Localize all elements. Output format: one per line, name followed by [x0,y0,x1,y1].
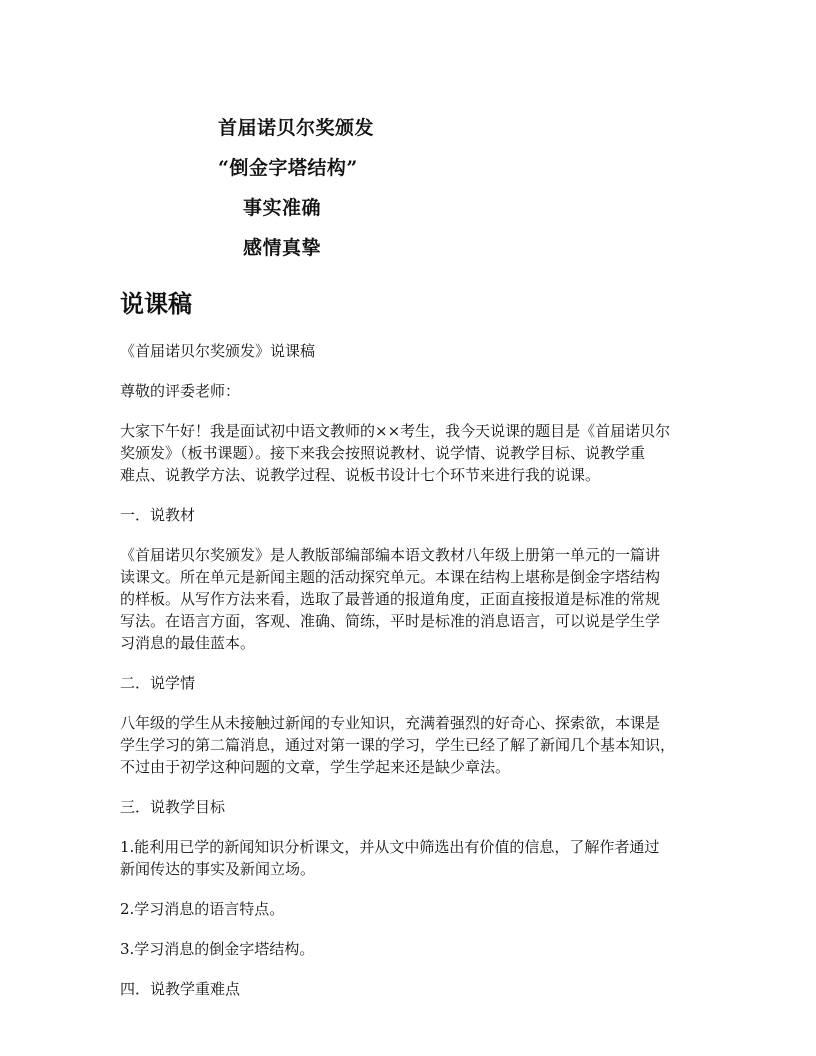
text-line: 八年级的学生从未接触过新闻的专业知识，充满着强烈的好奇心、探索欲，本课是 [120,714,661,732]
text-line: 学生学习的第二篇消息，通过对第一课的学习，学生已经了解了新闻几个基本知识， [120,736,676,754]
document-body [120,340,704,1018]
textbook-paragraph [120,544,704,654]
text-line: 二．说学情 [120,674,196,692]
text-line: 《首届诺贝尔奖颁发》说课稿 [120,342,316,360]
goal-1-paragraph [120,836,704,880]
text-line: 奖颁发》（板书课题）。接下来我会按照说教材、说学情、说教学目标、说教学重 [120,444,646,462]
section-heading-textbook [120,504,704,526]
section-heading-key-points [120,978,704,1000]
text-line: 不过由于初学这种问题的文章，学生学起来还是缺少章法。 [120,758,511,776]
text-line: 三．说教学目标 [120,798,226,816]
text-line: 1.能利用已学的新闻知识分析课文，并从文中筛选出有价值的信息，了解作者通过 [120,838,660,856]
section-heading-goals [120,796,704,818]
text-line: 习消息的最佳蓝本。 [120,634,256,652]
goal-2-paragraph [120,898,704,920]
text-line: 四．说教学重难点 [120,980,241,998]
page-heading: 说课稿 [120,290,192,318]
students-paragraph [120,712,704,778]
text-line: 的样板。从写作方法来看，选取了最普通的报道角度，正面直接报道是标准的常规 [120,590,661,608]
board-line-facts: 事实准确 [243,197,322,219]
board-line-title: 首届诺贝尔奖颁发 [218,117,375,139]
section-heading-students [120,672,704,694]
text-line: 《首届诺贝尔奖颁发》是人教版部编部编本语文教材八年级上册第一单元的一篇讲 [120,546,661,564]
text-line: 2.学习消息的语言特点。 [120,900,285,918]
text-line: 读课文。所在单元是新闻主题的活动探究单元。本课在结构上堪称是倒金字塔结构 [120,568,661,586]
text-line: 写法。在语言方面，客观、准确、简练，平时是标准的消息语言，可以说是学生学 [120,612,661,630]
board-line-structure: “倒金字塔结构” [218,157,358,179]
board-line-emotion: 感情真挚 [243,237,322,259]
text-line: 难点、说教学方法、说教学过程、说板书设计七个环节来进行我的说课。 [120,466,601,484]
goal-3-paragraph [120,938,704,960]
text-line: 3.学习消息的倒金字塔结构。 [120,940,315,958]
doc-title-paragraph [120,340,704,362]
text-line: 新闻传达的事实及新闻立场。 [120,860,316,878]
text-line: 大家下午好！我是面试初中语文教师的××考生，我今天说课的题目是《首届诺贝尔 [120,422,671,440]
greeting-paragraph [120,380,704,402]
text-line: 一．说教材 [120,506,196,524]
blackboard-summary [218,108,374,268]
intro-paragraph [120,420,704,486]
text-line: 尊敬的评委老师： [120,382,241,400]
